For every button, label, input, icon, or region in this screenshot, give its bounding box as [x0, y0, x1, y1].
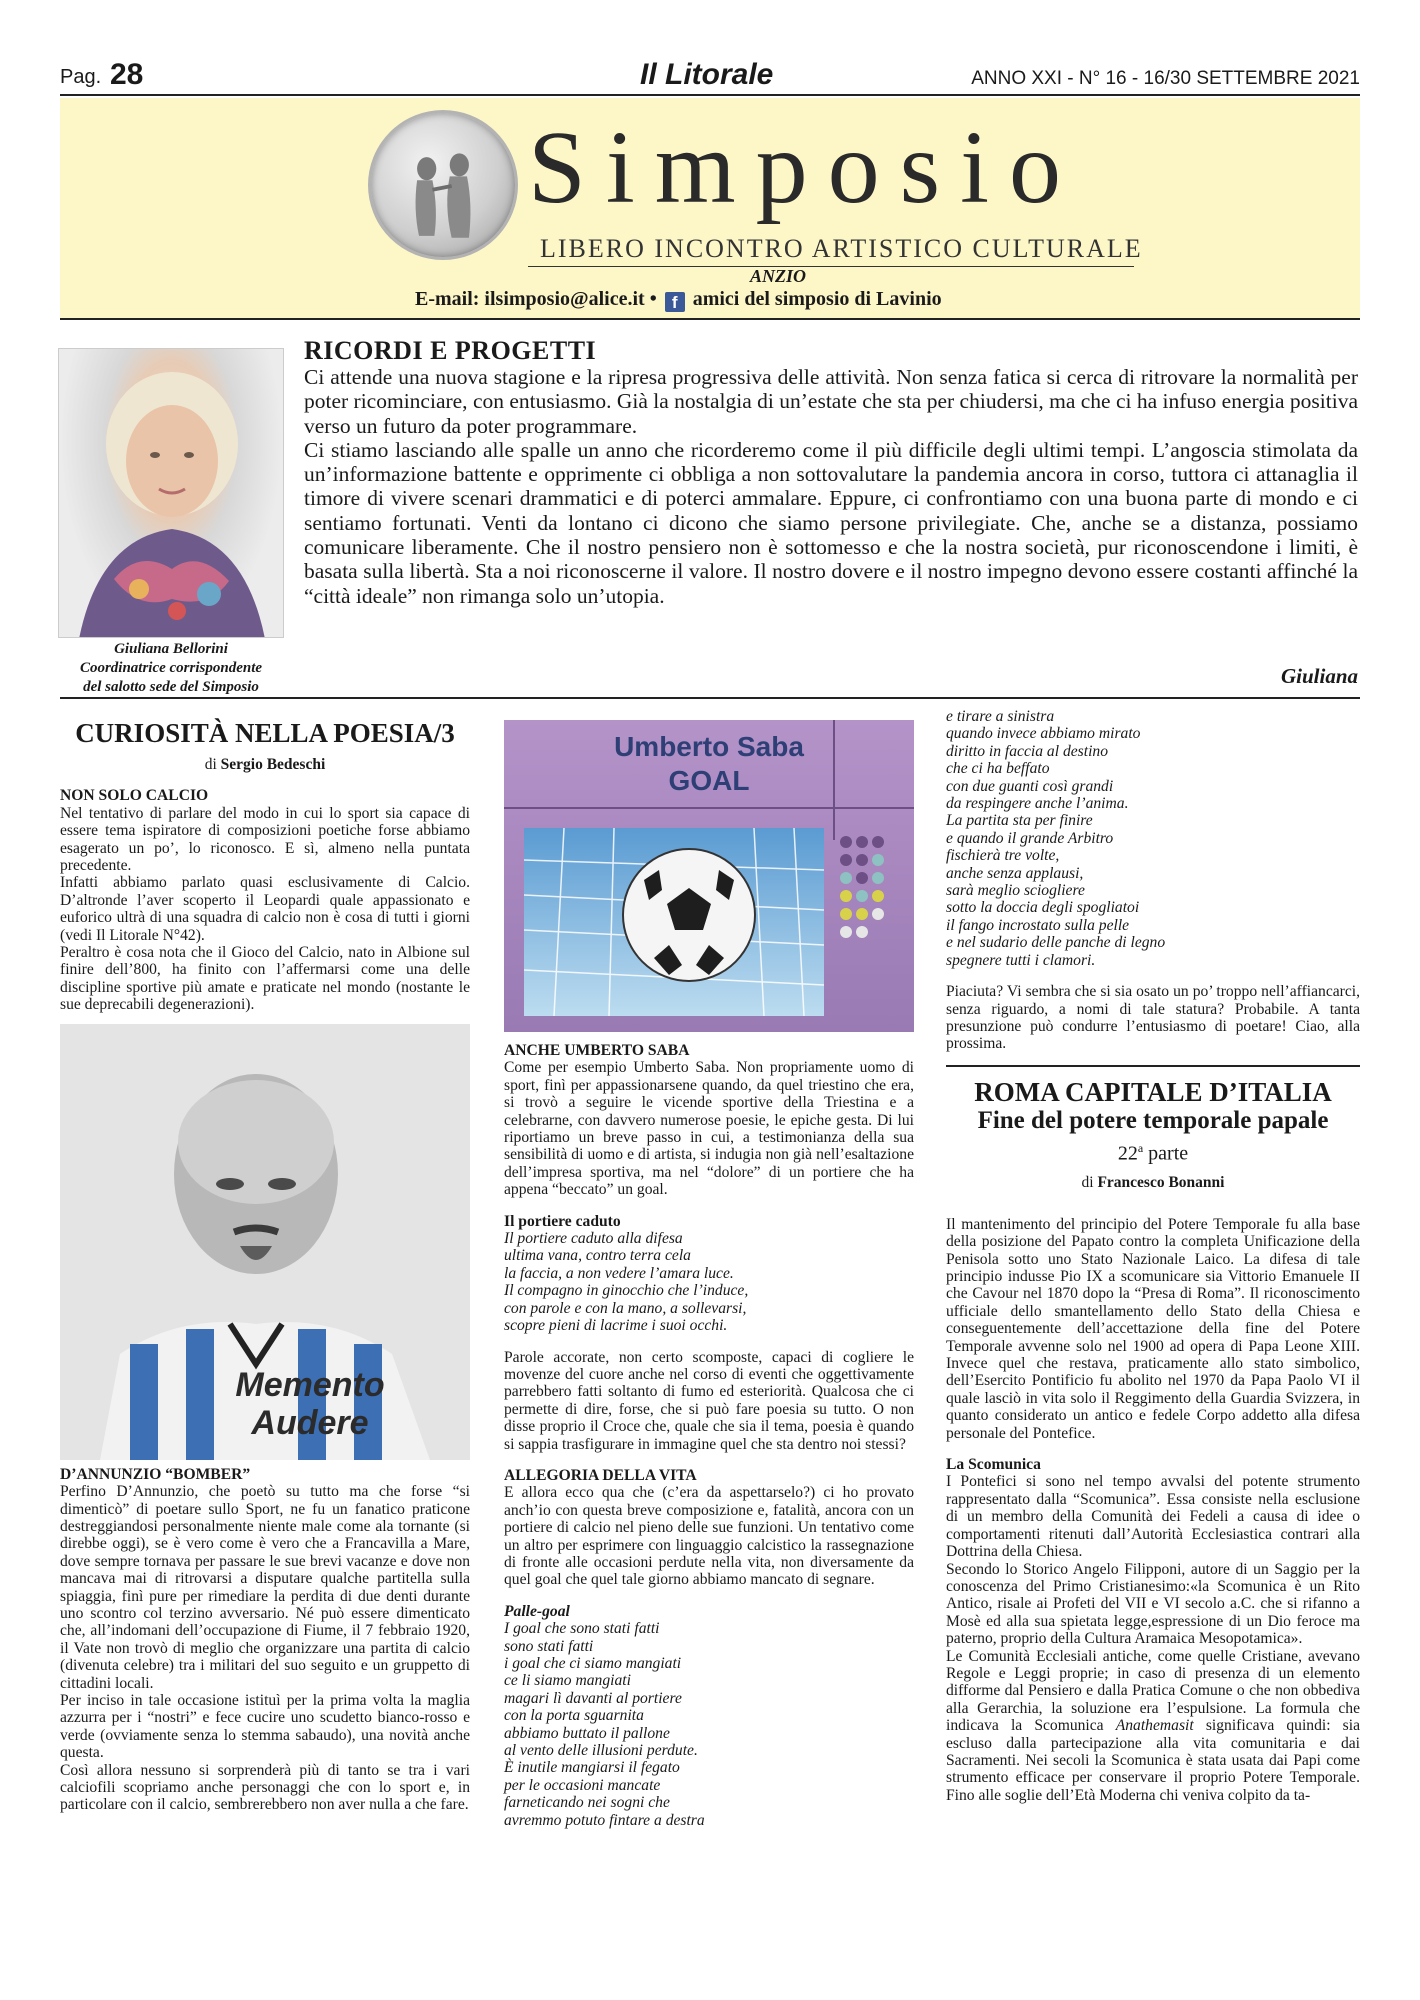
poem-line: sarà meglio sciogliere — [946, 882, 1085, 900]
poem-line: È inutile mangiarsi il fegato — [504, 1759, 680, 1777]
editorial-paragraph: Ci attende una nuova stagione e la ripresa progressiva delle attività. Non senza fatica si cerca di ritrovare la normalità per poter ricominciare, con entusiasmo. Già la nostalgia di un’estate che sta per chiudersi, ma che ci ha infuso energia positiva verso un futuro da poter programmare. — [304, 365, 1358, 438]
poem-title: Palle-goal — [504, 1602, 570, 1620]
masthead-divider — [528, 266, 1134, 267]
poem-line: con la porta sguarnita — [504, 1707, 644, 1725]
editorial-paragraph: Ci stiamo lasciando alle spalle un anno che ricorderemo come il più difficile degli ultimi tempi. L’angoscia stimolata da un’informazione battente e opprimente ci obbliga a non sottovalutare la pandemia ancora in corso, tuttora ci attanaglia il timore di vivere scenari drammatici e di poterci ammalare. Eppure, ci confrontiamo con una buona parte di mondo e ci sentiamo fortunati. Venti da lontano ci dicono che siamo persone privilegiate. Che, anche se a distanza, possiamo comunicare liberamente. Che il nostro pensiero non è sottomesso e che la nostra società, pur riconoscendone i limiti, è basata sulla libertà. Sta a noi riconoscerne il valore. Il nostro dovere e il nostro impegno devono essere costanti affinché la “città ideale” non rimanga solo un’utopia. — [304, 437, 1358, 608]
section-title: La Scomunica — [946, 1456, 1041, 1474]
portrait-caption — [58, 640, 284, 697]
coin-figures-icon — [371, 113, 515, 257]
paragraph: Secondo lo Storico Angelo Filipponi, autore di un Saggio per la conoscenza del Primo Cristianesimo:«la Scomunica è un Rito Antico, risale ai Profeti del VII e VI secolo a.C. che si rifanno a Mosè ed alla sua spietata legge,espressione di un Dio feroce ma paterno, proprio della Cultura Aramaica Mesopotamica». — [946, 1560, 1360, 1648]
paragraph: I Pontefici si sono nel tempo avvalsi del potente strumento rappresentato dalla “Scomunica”. Essa consiste nella esclusione di un membro della Comunità dei Fedeli a causa di idee o comportamenti ritenuti dall’Autorità Ecclesiastica contrari alla Dottrina della Chiesa. — [946, 1473, 1360, 1561]
paragraph: Nel tentativo di parlare del modo in cui lo sport sia capace di essere tema ispiratore di composizioni poetiche forse abbiamo esagerato un po’, lo riconosco. E sì, almeno nella puntata precedente. — [60, 804, 470, 875]
paragraph-part: Le Comunità Ecclesiali antiche, come quelle Cristiane, avevano Regole e Leggi proprie; in caso di presenza di un elemento difforme dal Pensiero e dalla Pratica Comune o che non obbediva alla Gerarchia, la soluzione era l’espulsione. La formula che indicava la Scomunica — [946, 1647, 1360, 1735]
paragraph: Per inciso in tale occasione istituì per la prima volta la maglia azzurra per i “nostri” e fece cucire uno scudetto bianco-rosso e verde (ovviamente senza lo stemma sabaudo), una novità anche questa. — [60, 1691, 470, 1762]
poem-line: anche senza applausi, — [946, 864, 1084, 882]
poem-line: e quando il grande Arbitro — [946, 829, 1114, 847]
poem-lines — [504, 1620, 914, 1829]
section-title: D’ANNUNZIO “BOMBER” — [60, 1465, 251, 1483]
saba-goal-image — [504, 720, 914, 1032]
poem-line: avremmo potuto fintare a destra — [504, 1811, 705, 1829]
page-label-text: Pag. — [60, 66, 102, 88]
coin-logo-icon — [368, 110, 518, 260]
article-title: ROMA CAPITALE D’ITALIA — [974, 1076, 1332, 1107]
paragraph: Perfino D’Annunzio, che poetò su tutto ma che forse “si dimenticò” di poetare sullo Sport, ne fu un fanatico praticone destreggiandosi personalmente niente male come ala tornante (si direbbe oggi), se è vero come è vero che a Francavilla a Mare, dove sempre tornava per passare le sue brevi vacanze e dove non mancava mai di ritrovarsi a disputare qualche partitella sulla spiaggia, finì pure per rimediare la perdita di due denti durante uno scontro col terzino avversario. Né può essere dimenticato che, all’indomani dell’occupazione di Fiume, il 7 febbraio 1920, il Vate non trovò di meglio che organizzare una partita di calcio (divenuta celebre) tra i militari del suo seguito e un gruppetto di cittadini locali. — [60, 1483, 470, 1692]
byline-prefix: di — [204, 756, 217, 773]
editorial-body — [304, 365, 1358, 608]
page-label — [60, 58, 144, 91]
poem-line: con due guanti così grandi — [946, 777, 1114, 795]
column-curiosita — [60, 708, 470, 1814]
poem-line: la faccia, a non vedere l’amara luce. — [504, 1264, 734, 1282]
section-divider — [60, 697, 1360, 699]
poem-line: che ci ha beffato — [946, 760, 1050, 778]
page-header — [60, 58, 1360, 96]
poem-line: diritto in faccia al destino — [946, 742, 1108, 760]
masthead-subtitle: LIBERO INCONTRO ARTISTICO CULTURALE — [540, 234, 1143, 263]
spacer — [504, 1032, 914, 1042]
paragraph: Piaciuta? Vi sembra che si sia osato un po’ troppo nell’affiancarci, senza riguardo, a nomi di tale statura? Probabile. A tanta presunzione può condurre l’entusiasmo di poetare! Ciao, alla prossima. — [946, 983, 1360, 1053]
poem-line: abbiamo buttato il pallone — [504, 1724, 670, 1742]
article-part — [946, 1135, 1360, 1167]
poem-line: magari lì davanti al portiere — [504, 1689, 682, 1707]
paper-name: Il Litorale — [640, 58, 774, 91]
paragraph — [946, 1648, 1360, 1805]
facebook-text[interactable]: amici del simposio di Lavinio — [692, 288, 942, 310]
paragraph: E allora ecco qua che (c’era da aspettarselo?) ci ho provato anch’io con questa breve composizione e, fatalità, ancora con un portiere di calcio nel pieno delle sue funzioni. Un tentativo come un altro per esprimere con linguaggio calcistico la rassegnazione di fronte alle occasioni perdute nella vita, non diversamente da quel goal che quel tale giorno abbiamo mancato di segnare. — [504, 1484, 914, 1589]
issue-info: ANNO XXI - N° 16 - 16/30 SETTEMBRE 2021 — [971, 68, 1360, 89]
facebook-icon: f — [665, 292, 685, 312]
part-word: parte — [1148, 1142, 1189, 1165]
poem-line: scopre pieni di lacrime i suoi occhi. — [504, 1317, 728, 1335]
poem-title: Il portiere caduto — [504, 1212, 621, 1230]
part-sup: a — [1137, 1140, 1144, 1155]
poem-line: spegnere tutti i clamori. — [946, 951, 1096, 969]
section-title: ANCHE UMBERTO SABA — [504, 1042, 690, 1059]
page-number: 28 — [110, 58, 144, 91]
caption-line: del salotto sede del Simposio — [83, 679, 259, 695]
byline-author: Francesco Bonanni — [1097, 1174, 1225, 1192]
poem-line: e tirare a sinistra — [946, 708, 1055, 725]
poem-line: quando invece abbiamo mirato — [946, 725, 1141, 743]
poem-line: per le occasioni mancate — [504, 1776, 661, 1794]
paragraph: Peraltro è cosa nota che il Gioco del Calcio, nato in Albione sul finire dell’800, ha finito con l’affermarsi come una delle discipline sportive più amate e praticate nel mondo (nostante le sue deprecabili degenerazioni). — [60, 944, 470, 1014]
poem-line: i goal che ci siamo mangiati — [504, 1655, 682, 1672]
football-net-illustration — [504, 720, 914, 1032]
caption-line: Coordinatrice corrispondente — [79, 660, 263, 676]
byline-author: Sergio Bedeschi — [220, 756, 326, 773]
part-number: 22 — [1117, 1142, 1138, 1165]
spacer — [946, 1442, 1360, 1456]
section-title: ALLEGORIA DELLA VITA — [504, 1466, 697, 1484]
masthead — [60, 98, 1360, 320]
article-byline — [60, 756, 470, 773]
image-overlay-text — [210, 1366, 410, 1442]
poem-line: il fango incrostato sulla pelle — [946, 916, 1130, 934]
poem-line: farneticando nei sogni che — [504, 1794, 670, 1812]
article-title: CURIOSITÀ NELLA POESIA/3 — [75, 718, 455, 748]
poem-line: con parole e con la mano, a sollevarsi, — [504, 1299, 747, 1317]
masthead-location: ANZIO — [750, 266, 807, 286]
poem-line: ce li siamo mangiati — [504, 1672, 631, 1690]
poem-line: fischierà tre volte, — [946, 847, 1060, 865]
article-byline — [946, 1174, 1360, 1191]
image-title-line: GOAL — [668, 765, 750, 796]
paragraph: Il mantenimento del principio del Potere Temporale fu alla base della posizione del Papato contro la completa Unificazione della Penisola sotto uno Stato Nazionale Laico. La difesa di tale principio indusse Pio IX a scomunicare sia Vittorio Emanuele II che Cavour nel 1870 dopo la “Presa di Roma”. Il riconoscimento ufficiale dello smantellamento dello Stato della Chiesa e conseguentemente dell’accettazione della fine del Potere Temporale avvenne solo nel 1900 ad opera di Papa Leone XIII. Invece quel che restava, praticamente allo stato simbolico, dell’Esercito Pontificio fu abolito nel 1970 da Papa Paolo VI il quale lasciò in vita solo il Reggimento della Guardia Svizzera, in quanto considerato un antico e fedele Corpo addetto alla difesa personale del Pontefice. — [946, 1215, 1360, 1442]
spacer — [60, 773, 470, 787]
portrait-illustration — [59, 349, 284, 638]
column-saba — [504, 708, 914, 1829]
poem-continued — [946, 708, 1360, 969]
masthead-title: Simposio — [528, 110, 1081, 225]
paragraph-part: significava quindi: sia escluso dalla partecipazione alla vita comunitaria e dai Sacramenti. Nei secoli la Scomunica è stata usata dai Papi come strumento efficace per conservare il proprio Potere Temporale. Fino alle soglie dell’Età Moderna chi veniva colpito da ta- — [946, 1717, 1360, 1804]
poem-line: Il portiere caduto alla difesa — [504, 1230, 683, 1248]
spacer — [504, 1589, 914, 1603]
author-portrait — [58, 348, 284, 638]
paragraph: Infatti abbiamo parlato quasi esclusivamente di Calcio. D’altronde l’aver scoperto il Leopardi quale appassionato e euforico ultrà di una squadra di calcio non è cosa di tutti i giorni (vedi Il Litorale N°42). — [60, 874, 470, 944]
spacer — [946, 969, 1360, 983]
poem-line: La partita sta per finire — [946, 812, 1093, 830]
dannunzio-photo — [60, 1024, 470, 1460]
caption-line: Giuliana Bellorini — [114, 641, 228, 657]
section-divider — [946, 1065, 1360, 1067]
image-title-line: Umberto Saba — [614, 731, 804, 762]
poem-line: da respingere anche l’anima. — [946, 795, 1129, 813]
poem-line: ultima vana, contro terra cela — [504, 1247, 691, 1265]
masthead-contacts — [415, 288, 942, 312]
spacer — [504, 1453, 914, 1467]
paragraph: Come per esempio Umberto Saba. Non propriamente uomo di sport, finì per appassionarsene quando, da quel triestino che era, si trovò a seguire le vicende sportive della Triestina e a celebrarne, con davvero numerose poesie, le epiche gesta. Di lui riportiamo un breve passo in cui, a testimonianza della sua sensibilità di uomo e di artista, si indugia non già nell’esaltazione dell’impresa sportiva, ma nel “dolore” di un portiere che ha appena “beccato” un goal. — [504, 1059, 914, 1199]
spacer — [504, 1199, 914, 1213]
article-subtitle: Fine del potere temporale papale — [977, 1106, 1329, 1134]
poem-line: e nel sudario delle panche di legno — [946, 934, 1166, 952]
editorial-title: RICORDI E PROGETTI — [304, 336, 597, 365]
spacer — [504, 1335, 914, 1349]
paragraph: Così allora nessuno si sorprenderà più di tanto se tra i vari calciofili scopriamo anche personaggi che con lo sport e, in particolare con il calcio, sembrerebbero non aver nulla a che fare. — [60, 1761, 470, 1814]
email-text[interactable]: E-mail: ilsimposio@alice.it • — [415, 288, 657, 310]
poem-line: sotto la doccia degli spogliatoi — [946, 899, 1140, 917]
column-roma — [946, 708, 1360, 1804]
paragraph: Parole accorate, non certo scomposte, capaci di cogliere le movenze del cuore anche nel corso di eventi che oggettivamente parrebbero fatti soltanto di fumo ed esteriorità. Qualcosa che ci permette di dire, forse, che si può fare poesia su tutto. O non disse proprio il Croce che, quale che sia il tema, poesia è quando si sappia trasfigurare in immagine quel che sta dentro noi stessi? — [504, 1348, 914, 1453]
byline-prefix: di — [1081, 1174, 1094, 1192]
poem-line: al vento delle illusioni perdute. — [504, 1742, 698, 1760]
overlay-line: Audere — [251, 1403, 369, 1442]
spacer — [946, 1192, 1360, 1216]
overlay-line: Memento — [235, 1365, 385, 1404]
paragraph-italic-term: Anathemasit — [1115, 1717, 1194, 1735]
poem-line: sono stati fatti — [504, 1637, 594, 1655]
poem-lines — [504, 1230, 914, 1334]
poem-line: Il compagno in ginocchio che l’induce, — [504, 1282, 749, 1300]
section-title: NON SOLO CALCIO — [60, 787, 209, 805]
poem-line: I goal che sono stati fatti — [504, 1620, 660, 1638]
editorial-signature: Giuliana — [1280, 664, 1358, 688]
